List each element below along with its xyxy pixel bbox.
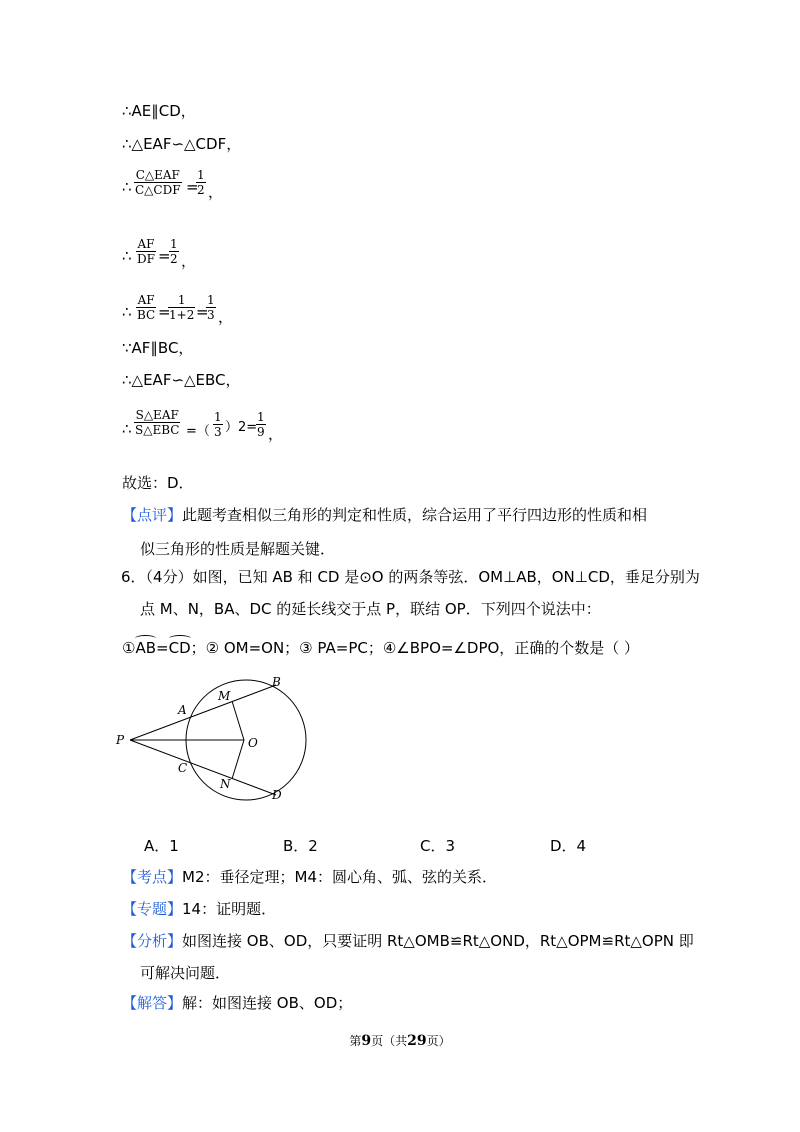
label-n: N: [220, 777, 231, 791]
zhuanti-text: 14：证明题．: [182, 900, 277, 918]
therefore-symbol: ∴: [122, 178, 132, 196]
fenxi-tag: 【分析】: [122, 932, 183, 950]
fraction-denominator: BC: [137, 308, 156, 322]
kaodian-line: [122, 866, 497, 887]
line-on: [232, 740, 244, 779]
fenxi-text: 如图连接 OB、OD，只要证明 Rt△OMB≌Rt△OND，Rt△OPM≌Rt△OPN 即: [182, 932, 694, 950]
kaodian-tag: 【考点】: [122, 868, 183, 886]
line-ae-parallel-cd: ∴AE∥CD，: [122, 102, 196, 120]
fraction-numerator: 1: [197, 168, 205, 182]
fraction-denominator: 1+2: [169, 308, 195, 322]
fraction-numerator: 1: [257, 410, 265, 424]
label-d: D: [272, 788, 282, 802]
line-pb: [130, 685, 276, 740]
fraction-area: [134, 408, 180, 437]
fraction-numerator: 1: [214, 410, 222, 424]
fraction-denominator: 2: [197, 183, 205, 197]
equals-sign: =: [158, 303, 171, 321]
arc-ab: AB: [135, 639, 157, 657]
fraction-numerator: AF: [137, 293, 155, 307]
label-p: P: [116, 733, 125, 747]
zhuanti-tag: 【专题】: [122, 900, 183, 918]
label-o: O: [248, 736, 258, 750]
question-stem-2: 点 M、N，BA、DC 的延长线交于点 P，联结 OP．下列四个说法中：: [140, 600, 601, 618]
label-c: C: [178, 761, 188, 775]
equals-sign: =: [158, 247, 171, 265]
fraction-denominator: DF: [137, 252, 155, 266]
equals-sign: =: [186, 178, 199, 196]
line-similar-eaf-ebc: ∴△EAF∽△EBC，: [122, 371, 241, 389]
jieda-line: [122, 992, 352, 1013]
comma: ，: [181, 252, 197, 270]
option-d: D．4: [550, 837, 587, 855]
footer-pre: 第: [349, 1034, 362, 1048]
statement-1-mark: ①: [122, 639, 136, 657]
fraction-denominator: 9: [257, 425, 265, 439]
footer-page-number: 9: [361, 1033, 372, 1049]
fraction-numerator: C△EAF: [135, 168, 180, 182]
fraction-result: [206, 293, 216, 322]
fraction-result: [196, 168, 206, 197]
geometry-figure: [110, 668, 310, 808]
therefore-symbol: ∴: [122, 303, 132, 321]
fraction-numerator: 1: [170, 237, 178, 251]
label-m: M: [218, 689, 231, 703]
fraction-af-df: [136, 237, 156, 266]
fraction-denominator: 3: [214, 425, 222, 439]
option-b: B．2: [283, 837, 318, 855]
fraction-perimeter: [134, 168, 182, 197]
fenxi-line-1: [122, 930, 694, 951]
comma: ，: [208, 183, 224, 201]
fraction-numerator: 1: [207, 293, 215, 307]
equals-sign: =: [196, 303, 209, 321]
comment-tag: 【点评】: [122, 506, 183, 524]
fraction-denominator: C△CDF: [135, 183, 181, 197]
statements-rest: ；② OM=ON；③ PA=PC；④∠BPO=∠DPO，正确的个数是（ ）: [190, 639, 640, 657]
jieda-text: 解：如图连接 OB、OD；: [182, 994, 353, 1012]
fraction-numerator: AF: [137, 237, 155, 251]
therefore-symbol: ∴: [122, 420, 132, 438]
comma: ，: [218, 308, 234, 326]
comment-line-1: [122, 504, 647, 525]
fraction-numerator: S△EAF: [135, 408, 179, 422]
fraction-denominator: 3: [207, 308, 215, 322]
arc-equals: =: [156, 639, 169, 657]
comment-text: 此题考查相似三角形的判定和性质，综合运用了平行四边形的性质和相: [182, 506, 648, 524]
answer-choice: 故选：D．: [122, 474, 194, 492]
footer-mid: 页（共: [371, 1034, 408, 1048]
option-a: A．1: [144, 837, 179, 855]
fenxi-line-2: 可解决问题．: [140, 964, 231, 982]
label-b: B: [272, 675, 281, 689]
comma: ，: [268, 425, 284, 443]
fraction-inner: [213, 410, 223, 439]
paren-power: ）2=: [225, 420, 258, 435]
page-footer: [0, 1032, 800, 1049]
fraction-af-bc: [136, 293, 156, 322]
zhuanti-line: [122, 898, 276, 919]
footer-post: 页）: [426, 1034, 451, 1048]
arc-cd: CD: [168, 639, 191, 657]
fraction-denominator: 2: [170, 252, 178, 266]
therefore-symbol: ∴: [122, 247, 132, 265]
question-stem-1: 6．（4分）如图，已知 AB 和 CD 是⊙O 的两条等弦．OM⊥AB，ON⊥CD，垂足分别为: [121, 568, 700, 586]
line-similar-eaf-cdf: ∴△EAF∽△CDF，: [122, 135, 242, 153]
fraction-numerator: 1: [168, 293, 195, 308]
line-om: [232, 701, 244, 740]
fraction-result: [169, 237, 179, 266]
equals-paren: =（: [186, 424, 210, 439]
label-a: A: [178, 703, 187, 717]
fraction-denominator: S△EBC: [135, 423, 180, 437]
question-statements: [122, 637, 639, 658]
fraction-result: [256, 410, 266, 439]
comment-line-2: 似三角形的性质是解题关键．: [140, 540, 336, 558]
option-c: C．3: [420, 837, 456, 855]
footer-total-pages: 29: [407, 1033, 427, 1049]
jieda-tag: 【解答】: [122, 994, 183, 1012]
fraction-middle: [168, 293, 195, 322]
kaodian-text: M2：垂径定理；M4：圆心角、弧、弦的关系．: [182, 868, 497, 886]
line-af-parallel-bc: ∵AF∥BC，: [122, 339, 194, 357]
